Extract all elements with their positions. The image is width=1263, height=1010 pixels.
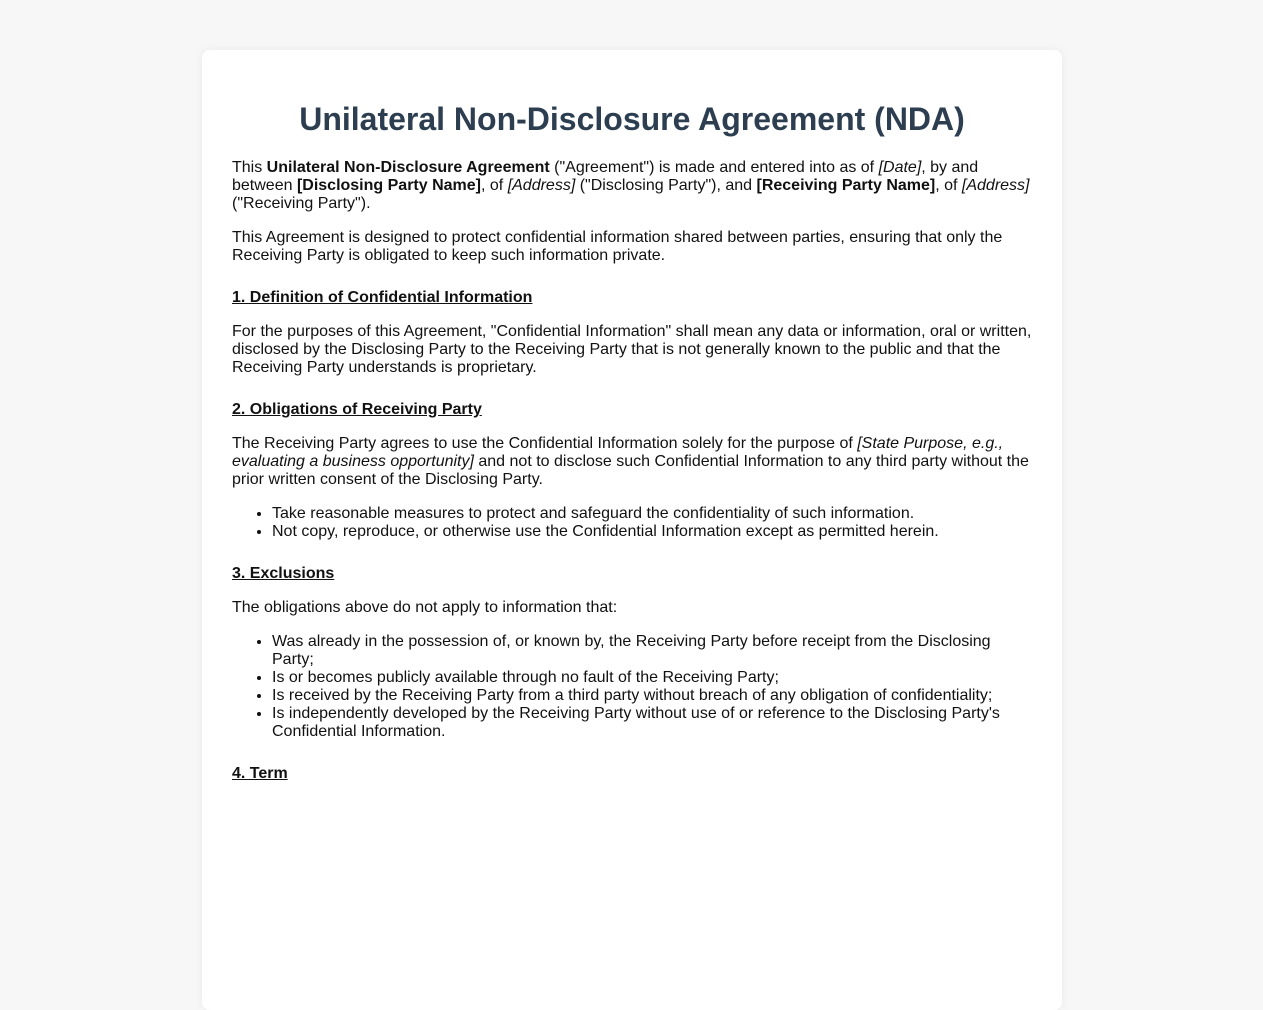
text: ("Disclosing Party"), and bbox=[575, 177, 757, 194]
document-card bbox=[202, 50, 1062, 1010]
section-heading: 2. Obligations of Receiving Party bbox=[232, 401, 482, 418]
date-placeholder: [Date] bbox=[878, 159, 922, 176]
text: The Receiving Party agrees to use the Confidential Information solely for the purpose of bbox=[232, 435, 858, 452]
section-text bbox=[232, 435, 1032, 489]
list-item: • Is independently developed by the Receiving Party without use of or reference to the Disclosing Party's Confidential Information. bbox=[272, 705, 1032, 741]
address-placeholder: [Address] bbox=[507, 177, 576, 194]
list-item: • Is received by the Receiving Party from a third party without breach of any obligation of confidentiality; bbox=[272, 687, 1032, 705]
section-heading: 1. Definition of Confidential Information bbox=[232, 289, 533, 306]
section-text: For the purposes of this Agreement, "Confidential Information" shall mean any data or information, oral or written, disclosed by the Disclosing Party to the Receiving Party that is not generally known to the public and that the Receiving Party understands is proprietary. bbox=[232, 323, 1032, 376]
text: ("Receiving Party"). bbox=[232, 195, 371, 212]
obligations-list bbox=[232, 505, 1032, 541]
purpose-placeholder: [State Purpose, e.g., evaluating a business opportunity] bbox=[232, 435, 1004, 470]
agreement-name: Unilateral Non-Disclosure Agreement bbox=[266, 159, 550, 176]
text: ("Agreement") is made and entered into as of bbox=[549, 159, 879, 176]
exclusions-list bbox=[232, 633, 1032, 741]
list-item: • Take reasonable measures to protect and safeguard the confidentiality of such information. bbox=[272, 505, 1032, 523]
document-title: Unilateral Non-Disclosure Agreement (NDA) bbox=[299, 101, 965, 137]
section-heading: 4. Term bbox=[232, 765, 288, 782]
disclosing-party-placeholder: [Disclosing Party Name] bbox=[296, 177, 481, 194]
purpose-paragraph: This Agreement is designed to protect confidential information shared between parties, ensuring that only the Receiving Party is obligated to keep such information private. bbox=[232, 229, 1003, 264]
address-placeholder: [Address] bbox=[961, 177, 1030, 194]
intro-paragraph bbox=[232, 159, 1032, 213]
receiving-party-placeholder: [Receiving Party Name] bbox=[756, 177, 936, 194]
section-text: The obligations above do not apply to information that: bbox=[232, 599, 618, 616]
text: and not to disclose such Confidential Information to any third party without the prior written consent of the Disclosing Party. bbox=[232, 453, 1029, 488]
list-item: • Is or becomes publicly available through no fault of the Receiving Party; bbox=[272, 669, 1032, 687]
text: , of bbox=[481, 177, 508, 194]
text: , of bbox=[935, 177, 962, 194]
text: This bbox=[232, 159, 267, 176]
list-item: • Was already in the possession of, or known by, the Receiving Party before receipt from the Disclosing Party; bbox=[272, 633, 1032, 669]
text: , by and between bbox=[232, 159, 979, 194]
section-heading: 3. Exclusions bbox=[232, 565, 335, 582]
list-item: • Not copy, reproduce, or otherwise use the Confidential Information except as permitted herein. bbox=[272, 523, 1032, 541]
